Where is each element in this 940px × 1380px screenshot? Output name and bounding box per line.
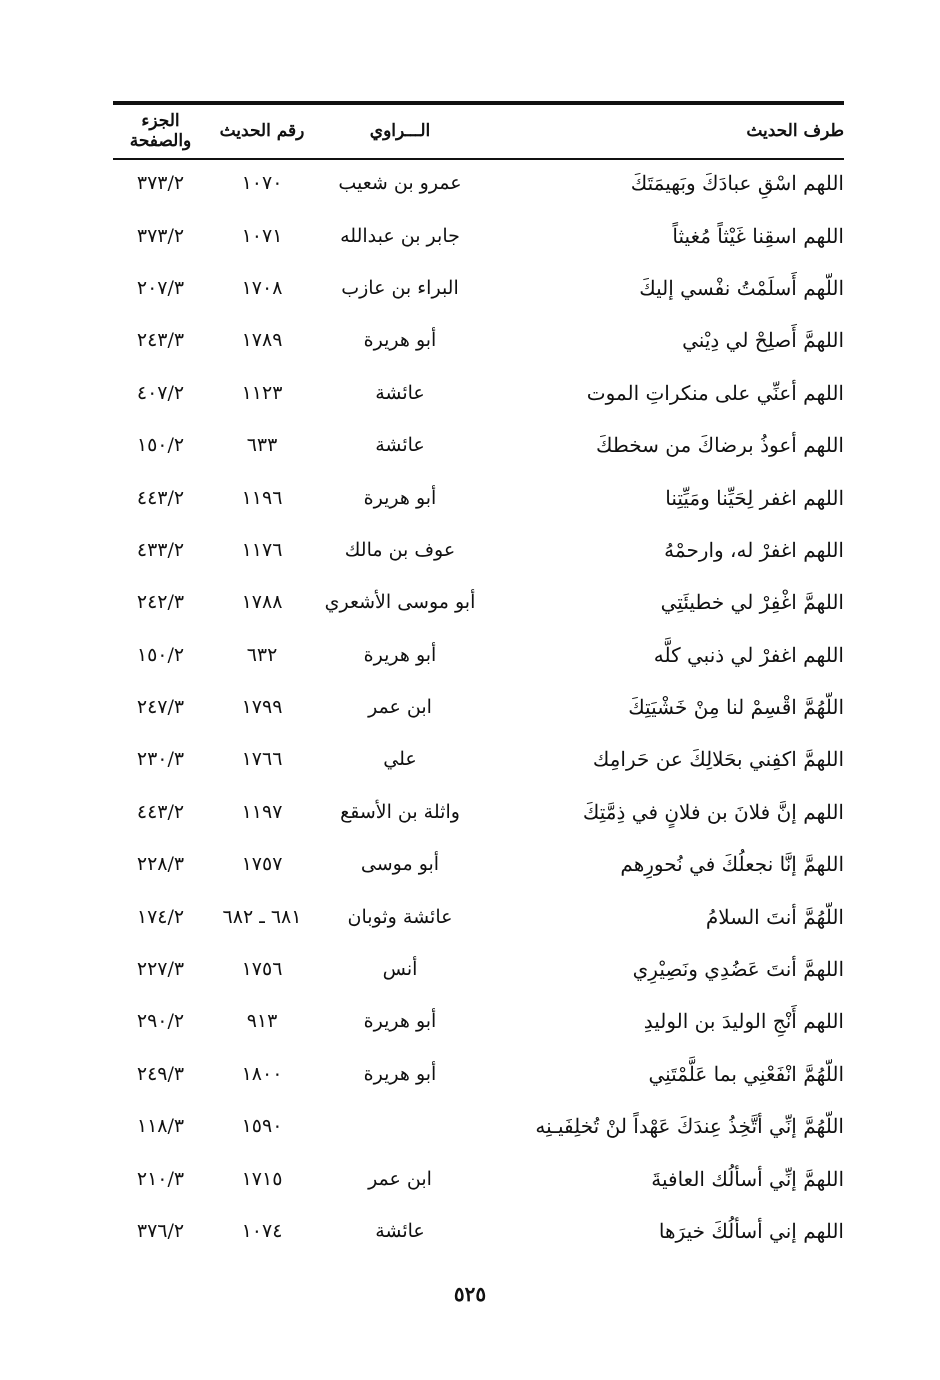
- rawi-cell: أبو هريرة: [363, 329, 437, 352]
- number-cell: ٦٣٢: [246, 643, 278, 666]
- page-cell: ٢٢٨/٣: [136, 853, 185, 876]
- number-cell: ١٠٧١: [241, 224, 283, 247]
- page-cell: ٢٤٧/٣: [136, 696, 185, 719]
- hadith-cell: اللهمَّ أنتَ عَضُدِي ونَصِيْرِي: [632, 957, 844, 982]
- hadith-cell: اللّهُمَّ أنتَ السلامُ: [705, 904, 844, 929]
- table-row: [113, 733, 855, 785]
- hadith-cell: اللهم إنَّ فلانَ بن فلانٍ في ذِمَّتِكَ: [582, 799, 844, 824]
- rawi-cell: أبو هريرة: [363, 643, 437, 666]
- number-cell: ١٧٨٨: [241, 591, 283, 614]
- page-cell: ٤٤٣/٢: [136, 800, 185, 823]
- rawi-cell: أبو هريرة: [363, 1062, 437, 1085]
- number-cell: ١٧٥٧: [241, 853, 283, 876]
- page-cell: ٢٤٣/٣: [136, 329, 185, 352]
- hadith-cell: اللّهم أَسلَمْتُ نفْسي إليكَ: [639, 275, 844, 300]
- page-cell: ١٥٠/٢: [136, 643, 185, 666]
- table-row: [113, 1205, 855, 1257]
- hadith-cell: اللّهُمَّ اقْسِمْ لنا مِنْ خَشْيَتِكَ: [628, 695, 844, 720]
- header-hadith: طرف الحديث: [746, 121, 844, 141]
- rawi-cell: أبو موسى الأشعري: [324, 591, 476, 614]
- table-row: [113, 786, 855, 838]
- number-cell: ٦٨١ ـ ٦٨٢: [222, 905, 302, 928]
- hadith-cell: اللهمَّ اكفِني بحَلالِكَ عن حَرامِك: [592, 747, 844, 772]
- hadith-cell: اللهم إني أسألُكَ خيرَها: [658, 1219, 844, 1243]
- hadith-cell: اللهم اسْقِ عبادَكَ وبَهيمَتَكَ: [630, 171, 844, 196]
- number-cell: ١٧٨٩: [241, 329, 283, 352]
- number-cell: ١٠٧٠: [241, 172, 283, 195]
- page-cell: ٢٠٧/٣: [136, 276, 185, 299]
- rawi-cell: جابر بن عبدالله: [340, 224, 460, 247]
- hadith-cell: اللهم اغفرْ لي ذنبي كلَّه: [653, 642, 844, 667]
- table-row: [113, 419, 855, 471]
- header-rawi: الـــراوي: [369, 121, 431, 141]
- hadith-cell: اللهم أعنِّي على منكراتِ الموت: [586, 380, 844, 405]
- page-cell: ١١٨/٣: [136, 1115, 185, 1138]
- hadith-cell: اللّهُمَّ إنِّي أتَّخِذُ عِندَكَ عَهْداً لنْ تُخلِفَيـنِه: [535, 1114, 844, 1139]
- page-cell: ٤٤٣/٢: [136, 486, 185, 509]
- rawi-cell: أبو موسى: [360, 853, 440, 876]
- rawi-cell: ابن عمر: [368, 696, 432, 719]
- table-row: [113, 471, 855, 523]
- number-cell: ١٧٩٩: [241, 696, 283, 719]
- hadith-index-table: [113, 105, 855, 1257]
- number-cell: ١١٩٦: [241, 486, 283, 509]
- table-row: [113, 209, 855, 261]
- hadith-cell: اللهم اسقِنا غَيْثاً مُغيثاً: [672, 223, 844, 248]
- rawi-cell: عائشة وثوبان: [347, 905, 453, 928]
- hadith-cell: اللهم اغفر لِحَيِّنا ومَيِّتِنا: [665, 485, 844, 510]
- rawi-cell: عائشة: [375, 381, 425, 404]
- hadith-cell: اللهمَّ اغْفِرْ لي خطيئَتِي: [660, 590, 844, 615]
- page-cell: ٢٩٠/٢: [136, 1010, 185, 1033]
- rawi-cell: علي: [383, 748, 417, 771]
- hadith-cell: اللّهُمَّ انْفَعْنِي بما عَلَّمْتَنِي: [648, 1061, 844, 1086]
- hadith-cell: اللهم أَنْجِ الوليدَ بن الوليدِ: [643, 1009, 844, 1034]
- page-cell: ٢٣٠/٣: [136, 748, 185, 771]
- table-row: [113, 1152, 855, 1204]
- table-row: [113, 157, 855, 209]
- number-cell: ١١٢٣: [241, 381, 283, 404]
- page-cell: ٣٧٣/٢: [136, 224, 185, 247]
- table-row: [113, 943, 855, 995]
- rawi-cell: أنس: [382, 958, 418, 981]
- number-cell: ١٠٧٤: [241, 1220, 283, 1242]
- page-cell: ٢٢٧/٣: [136, 958, 185, 981]
- table-row: [113, 681, 855, 733]
- rawi-cell: أبو هريرة: [363, 1010, 437, 1033]
- table-row: [113, 1048, 855, 1100]
- number-cell: ١١٧٦: [241, 538, 283, 561]
- number-cell: ١٧١٥: [241, 1167, 283, 1190]
- hadith-cell: اللهمَّ إنَّا نجعلُكَ في نُحورِهم: [620, 852, 844, 877]
- table-row: [113, 576, 855, 628]
- rawi-cell: البراء بن عازب: [341, 276, 459, 299]
- rawi-cell: عائشة: [375, 1220, 425, 1242]
- page-cell: ٢١٠/٣: [136, 1167, 185, 1190]
- table-row: [113, 995, 855, 1047]
- rawi-cell: عائشة: [375, 434, 425, 457]
- table-row: [113, 262, 855, 314]
- page-cell: ٢٤٢/٣: [136, 591, 185, 614]
- number-cell: ١٥٩٠: [241, 1115, 283, 1138]
- number-cell: ١٨٠٠: [241, 1062, 283, 1085]
- table-row: [113, 629, 855, 681]
- page-cell: ١٥٠/٢: [136, 434, 185, 457]
- hadith-cell: اللهمَّ إنِّي أسألُك العافيةَ: [651, 1166, 844, 1191]
- hadith-cell: اللهم أعوذُ برضاكَ من سخطكَ: [596, 433, 844, 458]
- number-cell: ١٧٦٦: [241, 748, 283, 771]
- page-number: ٥٢٥: [453, 1282, 487, 1306]
- number-cell: ٩١٣: [246, 1010, 278, 1033]
- page-cell: ٣٧٦/٢: [136, 1220, 185, 1242]
- table-row: [113, 367, 855, 419]
- header-row: [113, 105, 855, 157]
- number-cell: ١١٩٧: [241, 800, 283, 823]
- table-row: [113, 1100, 855, 1152]
- page-cell: ١٧٤/٢: [136, 905, 185, 928]
- rawi-cell: [316, 1100, 484, 1152]
- number-cell: ١٧٠٨: [241, 276, 283, 299]
- page-cell: ٣٧٣/٢: [136, 172, 185, 195]
- page-cell: ٤٠٧/٢: [136, 381, 185, 404]
- table-row: [113, 524, 855, 576]
- number-cell: ١٧٥٦: [241, 958, 283, 981]
- table-body: [113, 157, 855, 1257]
- page-cell: ٢٤٩/٣: [136, 1062, 185, 1085]
- header-page: الجزء والصفحة: [129, 111, 192, 151]
- number-cell: ٦٣٣: [246, 434, 278, 457]
- rawi-cell: أبو هريرة: [363, 486, 437, 509]
- rawi-cell: ابن عمر: [368, 1167, 432, 1190]
- table-row: [113, 890, 855, 942]
- table-row: [113, 838, 855, 890]
- rawi-cell: عمرو بن شعيب: [338, 172, 462, 195]
- page-cell: ٤٣٣/٢: [136, 538, 185, 561]
- hadith-cell: اللهم اغفرْ له، وارحمْهُ: [664, 537, 844, 562]
- table-row: [113, 314, 855, 366]
- rawi-cell: واثلة بن الأسقع: [340, 800, 460, 823]
- rawi-cell: عوف بن مالك: [344, 538, 456, 561]
- hadith-cell: اللهمَّ أَصلِحْ لي دِيْني: [682, 328, 844, 353]
- header-number: رقم الحديث: [219, 121, 305, 141]
